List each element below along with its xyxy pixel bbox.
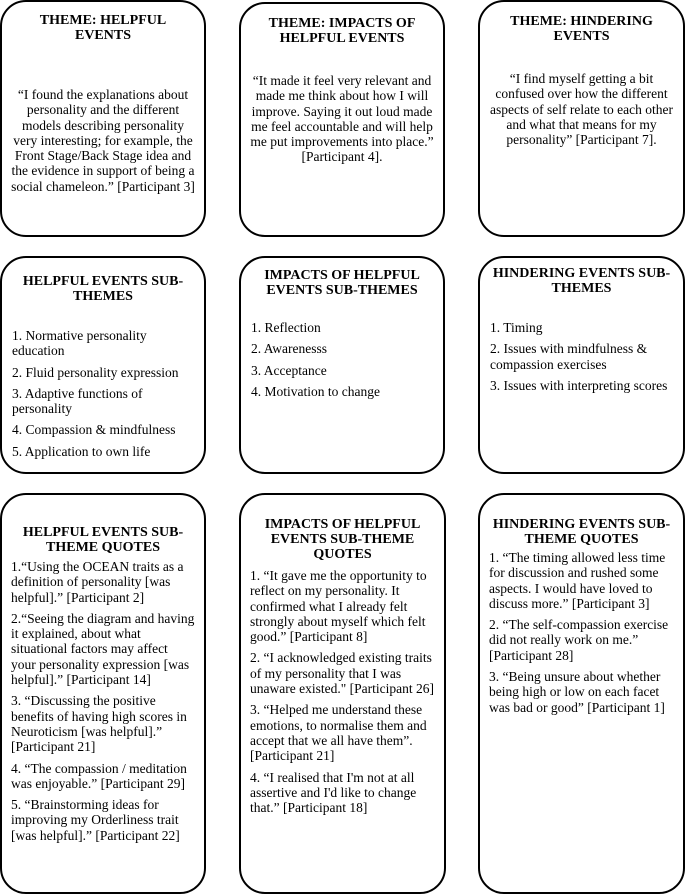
list-item: 3. “Discussing the positive benefits of having high scores in Neuroticism [was helpful].” [Participant 21] bbox=[11, 693, 187, 755]
list-item: 3. “Being unsure about whether being high or low on each facet was bad or good” [Participant 1] bbox=[489, 669, 665, 715]
subtheme-list bbox=[12, 328, 194, 459]
list-item: 2. Awarenesss bbox=[251, 341, 327, 357]
impacts-subthemes-box bbox=[239, 256, 445, 474]
list-item: 5. Application to own life bbox=[12, 443, 151, 459]
list-item: 2. “I acknowledged existing traits of my personality that I was unaware existed." [Participant 26] bbox=[250, 650, 434, 697]
quote-text: “I find myself getting a bit confused over how the different aspects of self relate to each other and what that means for my personality” [Participant 7]. bbox=[490, 71, 673, 148]
list-item: 5. “Brainstorming ideas for improving my Orderliness trait [was helpful].” [Participant 22] bbox=[11, 797, 180, 843]
helpful-subthemes-box bbox=[0, 256, 206, 474]
list-item: 3. Adaptive functions of personality bbox=[12, 385, 143, 417]
box-title: HINDERING EVENTS SUB-THEMES bbox=[492, 266, 671, 296]
list-item: 2. Issues with mindfulness & compassion exercises bbox=[490, 341, 648, 372]
box-title: THEME: HELPFUL EVENTS bbox=[39, 13, 167, 43]
list-item: 2. Fluid personality expression bbox=[12, 364, 179, 380]
hindering-subthemes-box bbox=[478, 256, 685, 474]
list-item: 3. Acceptance bbox=[251, 362, 327, 378]
list-item: 1. Normative personality education bbox=[12, 328, 147, 359]
subtheme-list bbox=[251, 320, 433, 399]
quote-text: “It made it feel very relevant and made me think about how I will improve. Saying it out loud made me feel accountable and will help me put improvements into place.” [Participant 4]. bbox=[250, 73, 434, 165]
box-title: HINDERING EVENTS SUB-THEME QUOTES bbox=[492, 517, 671, 547]
list-item: 4. “I realised that I'm not at all assertive and I'd like to change that.” [Participant 18] bbox=[250, 769, 417, 816]
box-title: IMPACTS OF HELPFUL EVENTS SUB-THEME QUOTES bbox=[264, 517, 421, 562]
quote-list bbox=[250, 568, 435, 815]
list-item: 4. Compassion & mindfulness bbox=[12, 422, 176, 438]
quote-list bbox=[489, 550, 674, 715]
hindering-quotes-box bbox=[478, 493, 685, 894]
list-item: 4. Motivation to change bbox=[251, 383, 380, 399]
box-title: HELPFUL EVENTS SUB-THEME QUOTES bbox=[22, 525, 184, 555]
impacts-quotes-box bbox=[239, 493, 446, 894]
quote-list bbox=[11, 559, 195, 843]
list-item: 1. “The timing allowed less time for discussion and rushed some aspects. I would have loved to discuss more.” [Participant 3] bbox=[489, 550, 666, 611]
theme-helpful-events-box bbox=[0, 0, 206, 237]
list-item: 4. “The compassion / meditation was enjoyable.” [Participant 29] bbox=[11, 760, 187, 791]
list-item: 1. “It gave me the opportunity to reflect on my personality. It confirmed what I already felt strongly about myself which felt good.” [Participant 8] bbox=[250, 568, 427, 645]
theme-impacts-box bbox=[239, 2, 445, 237]
box-title: THEME: HINDERING EVENTS bbox=[510, 14, 653, 44]
list-item: 3. “Helped me understand these emotions, to normalise them and accept that we all have them”. [Participant 21] bbox=[250, 702, 427, 764]
box-title: THEME: IMPACTS OF HELPFUL EVENTS bbox=[268, 16, 416, 46]
list-item: 1. Timing bbox=[490, 320, 543, 335]
list-item: 1. Reflection bbox=[251, 320, 321, 335]
quote-text: “I found the explanations about personality and the different models describing personality very interesting; for example, the Front Stage/Back Stage idea and the evidence in support of being a social chameleon.” [Participant 3] bbox=[11, 87, 195, 194]
theme-hindering-events-box bbox=[478, 0, 685, 237]
list-item: 2. “The self-compassion exercise did not really work on me.” [Participant 28] bbox=[489, 617, 669, 663]
subtheme-list bbox=[490, 320, 673, 393]
list-item: 2.“Seeing the diagram and having it explained, about what situational factors may affect your personality expression [was helpful].” [Participant 14] bbox=[11, 610, 195, 688]
box-title: IMPACTS OF HELPFUL EVENTS SUB-THEMES bbox=[264, 268, 420, 298]
list-item: 1.“Using the OCEAN traits as a definition of personality [was helpful].” [Participant 2] bbox=[11, 559, 184, 605]
box-title: HELPFUL EVENTS SUB-THEMES bbox=[22, 274, 184, 304]
helpful-quotes-box bbox=[0, 493, 206, 894]
list-item: 3. Issues with interpreting scores bbox=[490, 377, 668, 393]
